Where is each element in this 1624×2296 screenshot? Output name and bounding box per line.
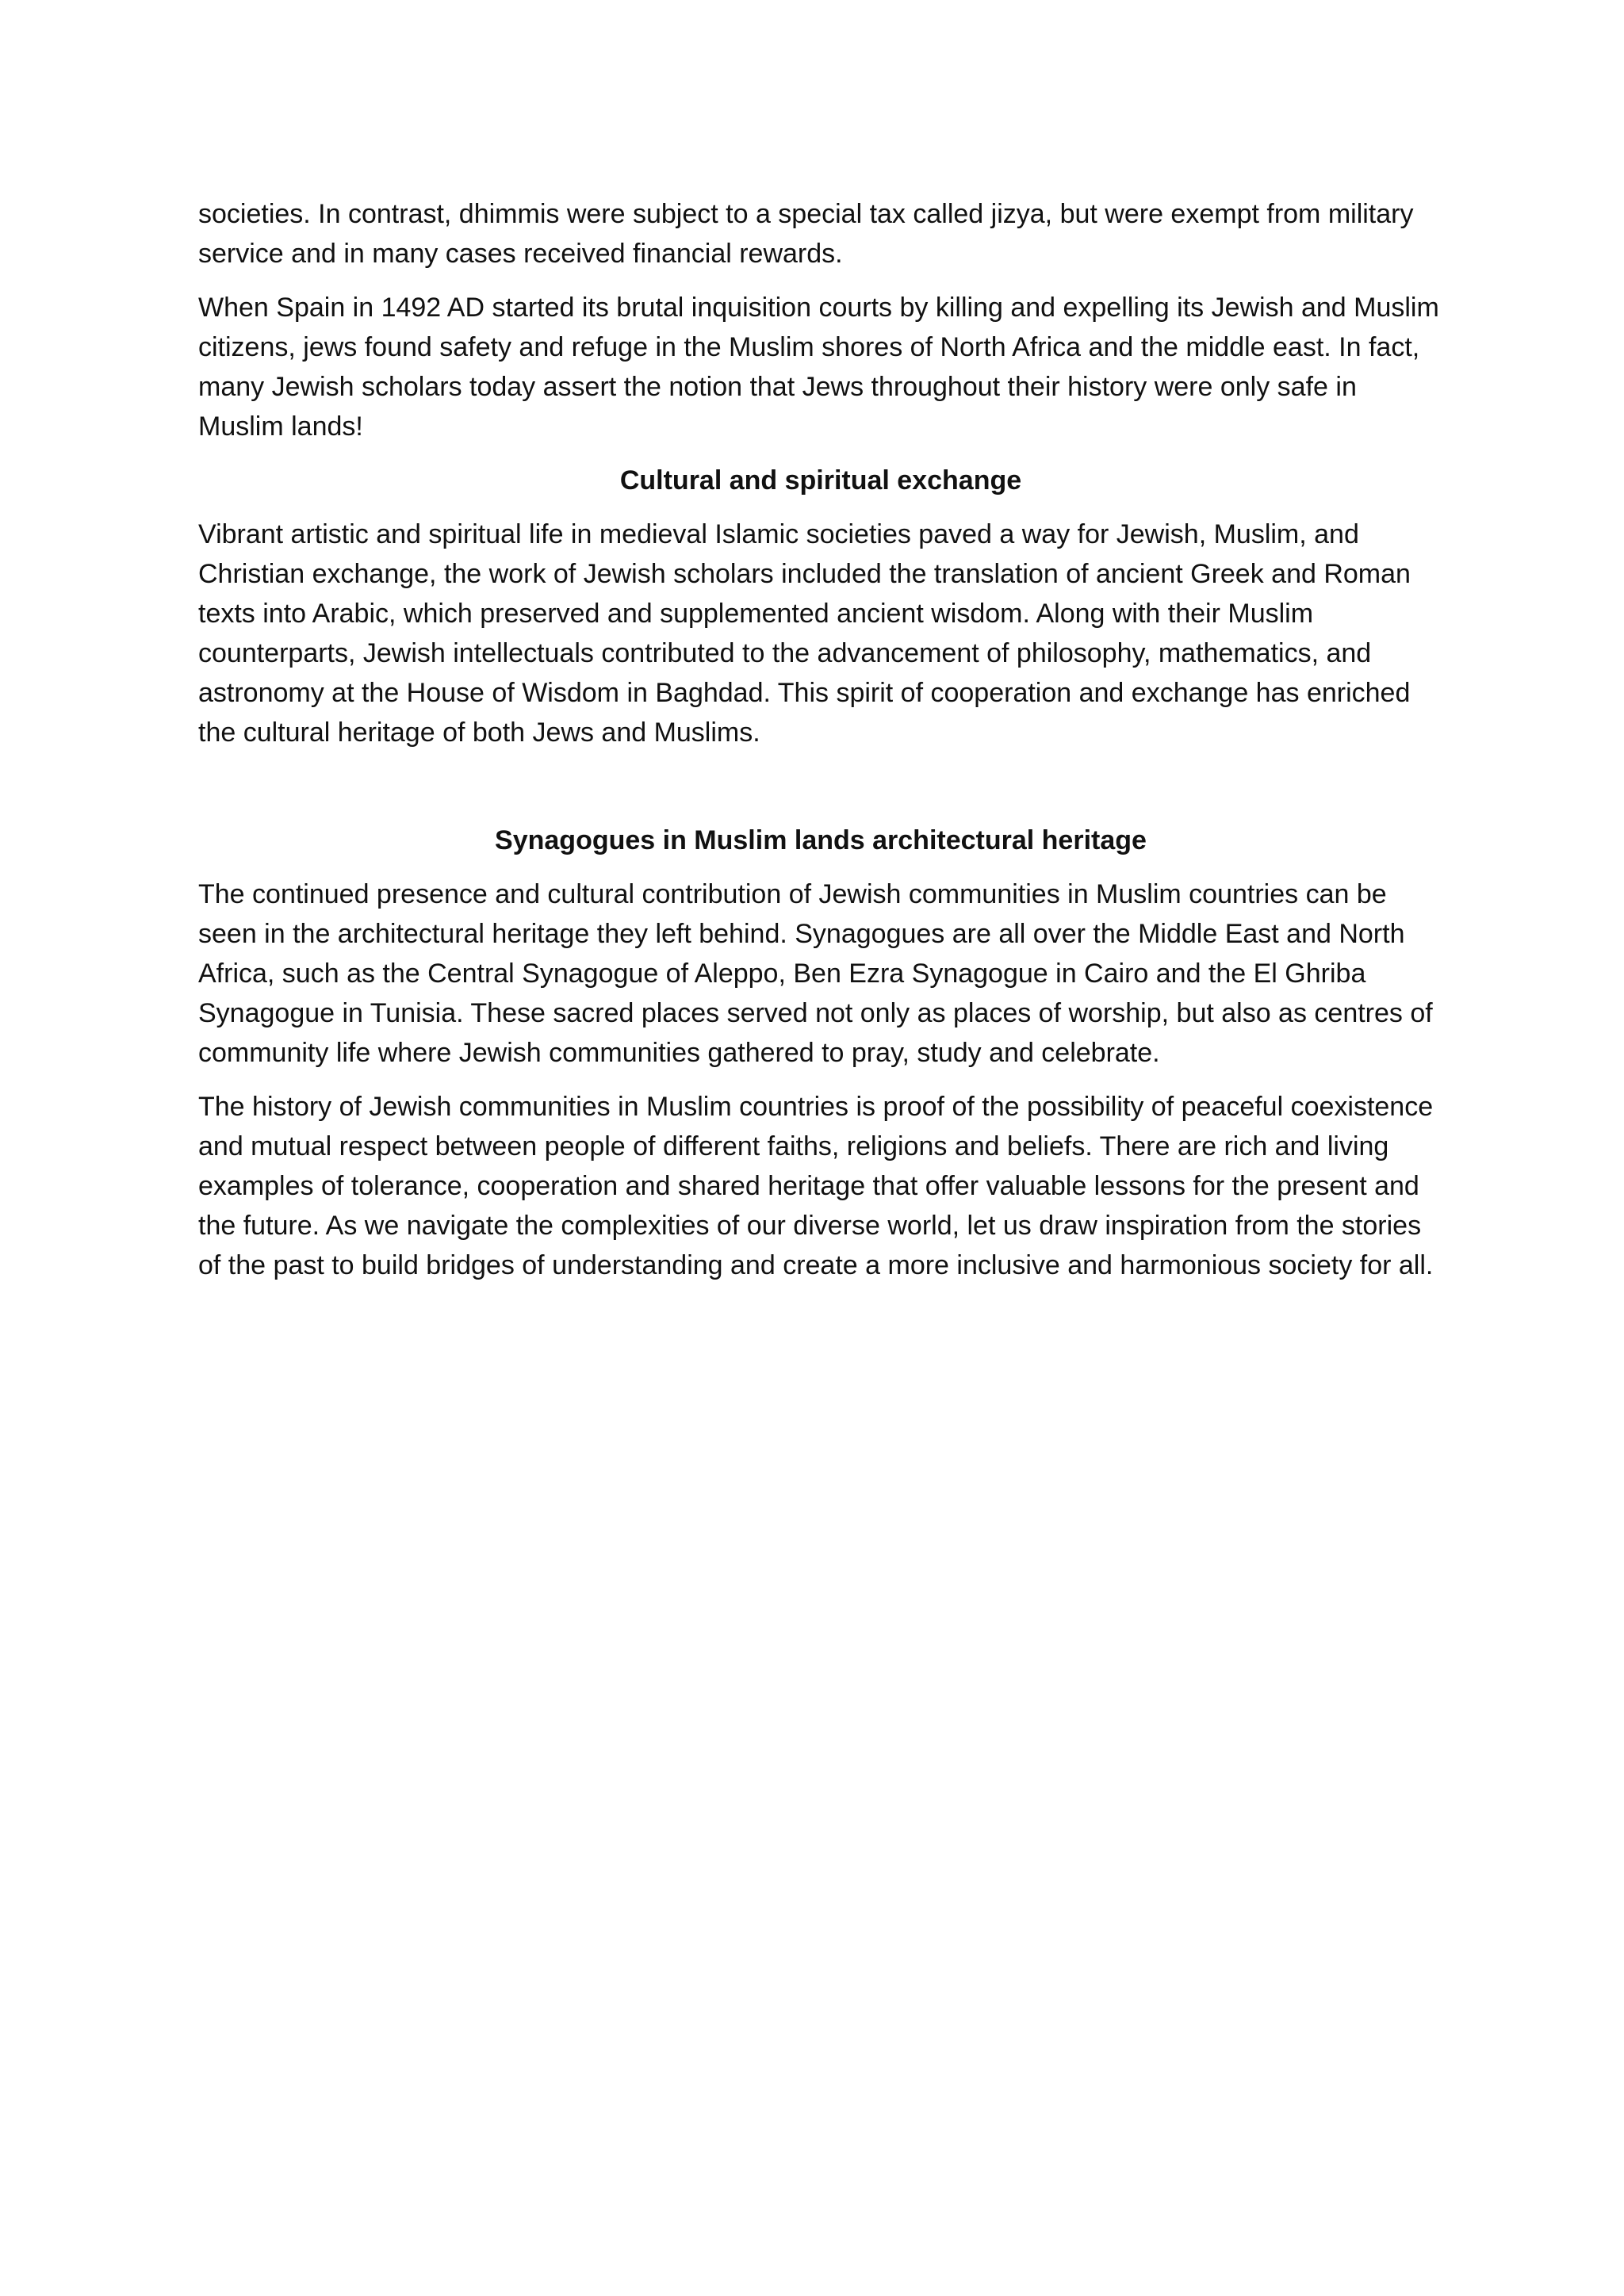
heading-synagogues: Synagogues in Muslim lands architectural heritage	[495, 825, 1147, 855]
section-spacer	[198, 767, 1443, 821]
paragraph-cultural-exchange: Vibrant artistic and spiritual life in medieval Islamic societies paved a way for Jewish, Muslim, and Christian exchange, the work of Jewish scholars included the translation of ancient Greek and Roman texts into Arabic, which preserved and supplemented ancient wisdom. Along with their Muslim counterparts, Jewish intellectuals contributed to the advancement of philosophy, mathematics, and astronomy at the House of Wisdom in Baghdad. This spirit of cooperation and exchange has enriched the cultural heritage of both Jews and Muslims.	[198, 519, 1411, 748]
heading-cultural-exchange: Cultural and spiritual exchange	[619, 465, 1022, 496]
document-body	[198, 194, 1443, 1299]
paragraph-spain-1492: When Spain in 1492 AD started its brutal inquisition courts by killing and expelling its Jewish and Muslim citizens, jews found safety and refuge in the Muslim shores of North Africa and the middle east. In fact, many Jewish scholars today assert the notion that Jews throughout their history were only safe in Muslim lands!	[198, 293, 1439, 442]
paragraph-synagogues: The continued presence and cultural contribution of Jewish communities in Muslim countries can be seen in the architectural heritage they left behind. Synagogues are all over the Middle East and North Africa, such as the Central Synagogue of Aleppo, Ben Ezra Synagogue in Cairo and the El Ghriba Synagogue in Tunisia. These sacred places served not only as places of worship, but also as centres of community life where Jewish communities gathered to pray, study and celebrate.	[198, 879, 1433, 1068]
paragraph-conclusion: The history of Jewish communities in Muslim countries is proof of the possibility of peaceful coexistence and mutual respect between people of different faiths, religions and beliefs. There are rich and living examples of tolerance, cooperation and shared heritage that offer valuable lessons for the present and the future. As we navigate the complexities of our diverse world, let us draw inspiration from the stories of the past to build bridges of understanding and create a more inclusive and harmonious society for all.	[198, 1092, 1434, 1280]
paragraph-dhimmi-tax: societies. In contrast, dhimmis were subject to a special tax called jizya, but were exempt from military service and in many cases received financial rewards.	[198, 199, 1414, 269]
